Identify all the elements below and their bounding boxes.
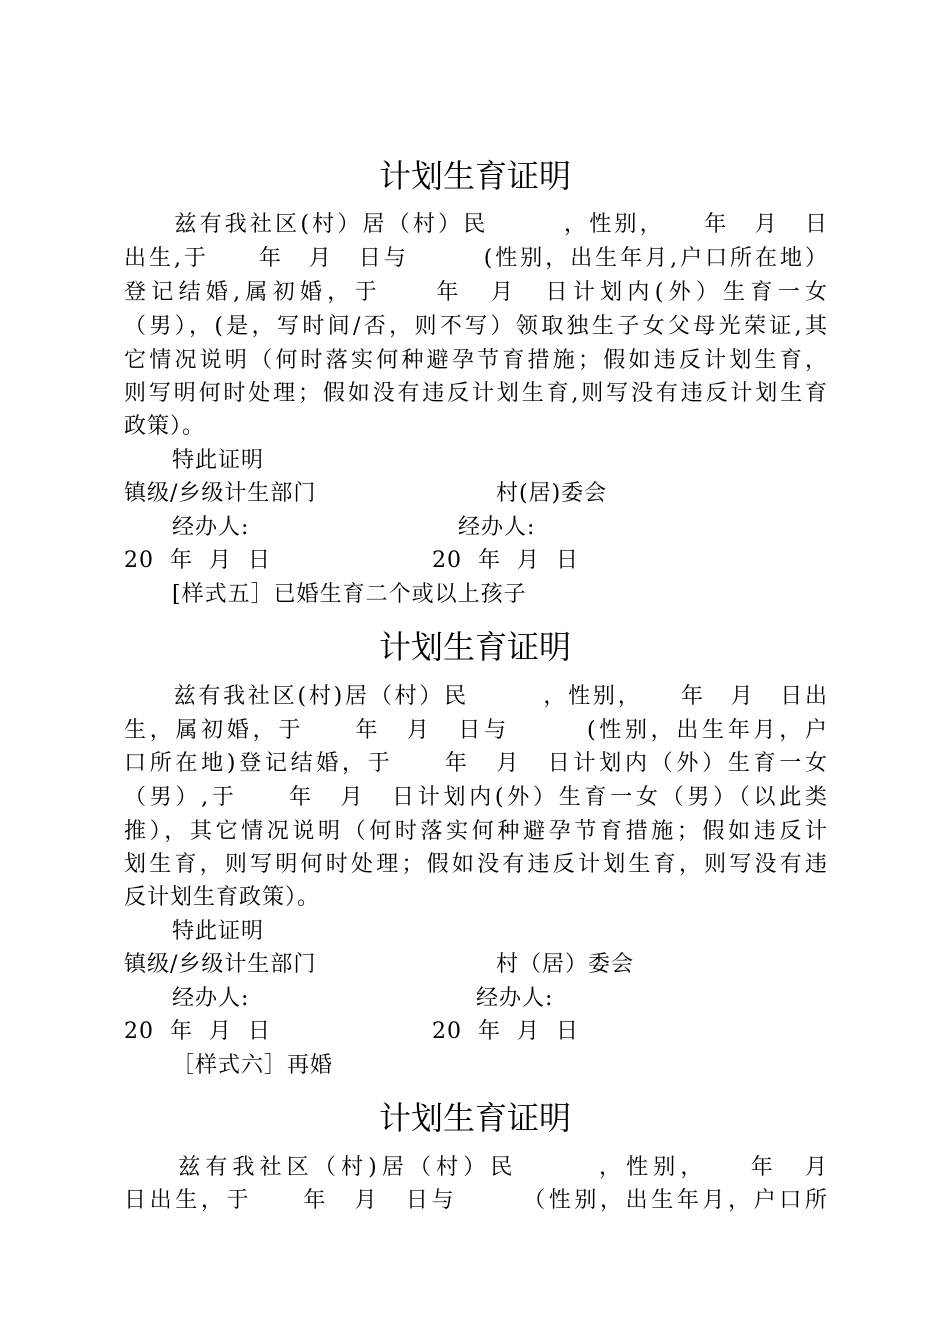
section1-body-line: 登记结婚,属初婚，于 年 月 日计划内(外）生育一女 <box>124 280 828 305</box>
section3-body-line: 日出生，于 年 月 日与 （性别，出生年月，户口所 <box>124 1188 828 1213</box>
section2-certify: 特此证明 <box>172 919 265 944</box>
section1-certify: 特此证明 <box>172 448 265 473</box>
section1-handler-right: 经办人: <box>458 515 536 540</box>
style6-heading: ［样式六］再婚 <box>172 1053 334 1078</box>
section1-body-line: 兹有我社区(村）居（村）民 ，性别， 年 月 日 <box>124 212 828 237</box>
section1-dept-right: 村(居)委会 <box>496 481 608 506</box>
section2-body-line: （男）,于 年 月 日计划内(外）生育一女（男）（以此类 <box>124 785 828 810</box>
section1-date-left: 20 年 月 日 <box>124 548 271 573</box>
section2-body-line: 生，属初婚，于 年 月 日与 (性别，出生年月，户 <box>124 718 828 743</box>
section2-date-left: 20 年 月 日 <box>124 1019 271 1044</box>
section2-dept-right: 村（居）委会 <box>496 952 635 977</box>
section2-body-line: 口所在地)登记结婚，于 年 月 日计划内（外）生育一女 <box>124 751 828 776</box>
section2-dept-left: 镇级/乡级计生部门 <box>124 952 317 977</box>
section3-title: 计划生育证明 <box>378 1099 571 1137</box>
section2-body-line: 兹有我社区(村)居（村）民 ，性别， 年 月 日出 <box>124 684 828 709</box>
section1-title: 计划生育证明 <box>378 157 571 195</box>
section1-dept-left: 镇级/乡级计生部门 <box>124 481 317 506</box>
section1-body-line: （男），(是，写时间/否，则不写）领取独生子女父母光荣证,其 <box>124 314 828 339</box>
section1-body-line: 政策）。 <box>124 414 206 439</box>
section1-body-line: 则写明何时处理；假如没有违反计划生育,则写没有违反计划生育 <box>124 381 828 406</box>
section2-date-right: 20 年 月 日 <box>432 1019 579 1044</box>
section2-title: 计划生育证明 <box>378 628 571 666</box>
section1-body-line: 出生,于 年 月 日与 (性别，出生年月,户口所在地） <box>124 246 828 271</box>
section2-body-line: 反计划生育政策）。 <box>124 885 321 910</box>
section2-handler-right: 经办人: <box>476 986 554 1011</box>
style5-heading: [样式五］已婚生育二个或以上孩子 <box>172 582 527 607</box>
section3-body-line: 兹有我社区（村)居（村）民 ，性别， 年 月 <box>124 1155 828 1180</box>
section2-body-line: 推），其它情况说明（何时落实何种避孕节育措施；假如违反计 <box>124 819 828 844</box>
section2-handler-left: 经办人: <box>172 986 250 1011</box>
section2-body-line: 划生育，则写明何时处理；假如没有违反计划生育，则写没有违 <box>124 852 828 877</box>
section1-date-right: 20 年 月 日 <box>432 548 579 573</box>
section1-handler-left: 经办人: <box>172 515 250 540</box>
section1-body-line: 它情况说明（何时落实何种避孕节育措施；假如违反计划生育， <box>124 348 828 373</box>
